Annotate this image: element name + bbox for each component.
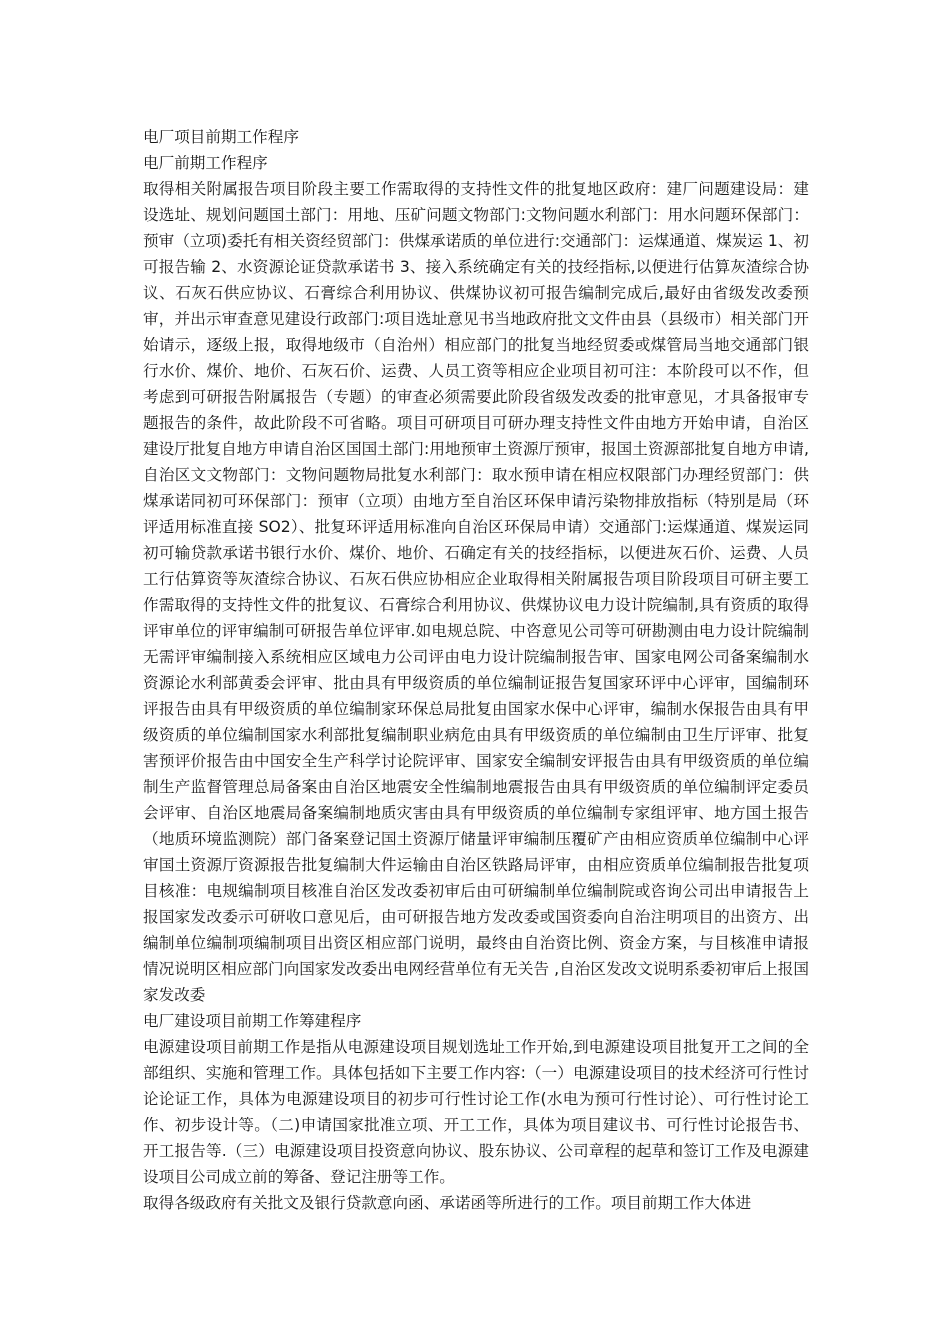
paragraph-pre-work-definition: 电源建设项目前期工作是指从电源建设项目规划选址工作开始,到电源建设项目批复开工之间的全部组织、实施和管理工作。具体包括如下主要工作内容:（一）电源建设项目的技术经济可行性讨论论证工作，具体为电源建设项目的初步可行性讨论工作(水电为预可行性讨论）、可行性讨论工作、初步设计等。（二)申请国家批准立项、开工工作，具体为项目建议书、可行性讨论报告书、开工报告等.（三）电源建设项目投资意向协议、股东协议、公司章程的起草和签订工作及电源建设项目公司成立前的筹备、登记注册等工作。 [143, 1038, 809, 1186]
paragraph-approval-documents: 取得相关附属报告项目阶段主要工作需取得的支持性文件的批复地区政府：建厂问题建设局：建设选址、规划问题国土部门：用地、压矿问题文物部门:文物问题水利部门：用水问题环保部门：预审（立项)委托有相关资经贸部门：供煤承诺质的单位进行:交通部门：运煤通道、煤炭运 1、初可报告输 2、水资源论证贷款承诺书 3、接入系统确定有关的技经指标,以便进行估算灰渣综合协议、石灰石供应协议、石膏综合利用协议、供煤协议初可报告编制完成后,最好由省级发改委预审，并出示审查意见建设行政部门:项目选址意见书当地政府批文文件由县（县级市）相关部门开始请示，逐级上报，取得地级市（自治州）相应部门的批复当地经贸委或煤管局当地交通部门银行水价、煤价、地价、石灰石价、运费、人员工资等相应企业项目初可注：本阶段可以不作，但考虑到可研报告附属报告（专题）的审查必须需要此阶段省级发改委的批审意见，才具备报审专题报告的条件，故此阶段不可省略。项目可研项目可研办理支持性文件由地方开始申请，自治区建设厅批复自地方申请自治区国国土部门:用地预审土资源厅预审，报国土资源部批复自地方申请,自治区文文物部门：文物问题物局批复水利部门：取水预申请在相应权限部门办理经贸部门：供煤承诺同初可环保部门：预审（立项）由地方至自治区环保申请污染物排放指标（特别是局（环评适用标准直接 SO2）、批复环评适用标准向自治区环保局申请）交通部门:运煤通道、煤炭运同初可输贷款承诺书银行水价、煤价、地价、石确定有关的技经指标，以便进灰石价、运费、人员工行估算资等灰渣综合协议、石灰石供应协相应企业取得相关附属报告项目阶段项目可研主要工作需取得的支持性文件的批复议、石膏综合利用协议、供煤协议电力设计院编制,具有资质的取得评审单位的评审编制可研报告单位评审.如电规总院、中咨意见公司等可研勘测由电力设计院编制无需评审编制接入系统相应区域电力公司评由电力设计院编制报告审、国家电网公司备案编制水资源论水利部黄委会评审、批由具有甲级资质的单位编制证报告复国家环评中心评审，国编制环评报告由具有甲级资质的单位编制家环保总局批复由国家水保中心评审，编制水保报告由具有甲级资质的单位编制国家水利部批复编制职业病危由具有甲级资质的单位编制由卫生厅评审、批复害预评价报告由中国安全生产科学讨论院评审、国家安全编制安评报告由具有甲级资质的单位编制生产监督管理总局备案由自治区地震安全性编制地震报告由具有甲级资质的单位编制评定委员会评审、自治区地震局备案编制地质灾害由具有甲级资质的单位编制专家组评审、地方国土报告（地质环境监测院）部门备案登记国土资源厅储量评审编制压覆矿产由相应资质单位编制中心评审国土资源厅资源报告批复编制大件运输由自治区铁路局评审，由相应资质单位编制报告批复项目核准：电规编制项目核准自治区发改委初审后由可研编制单位编制院或咨询公司出申请报告上报国家发改委示可研收口意见后，由可研报告地方发改委或国资委向自治注明项目的出资方、出编制单位编制项编制项目出资区相应部门说明，最终由自治资比例、资金方案，与目核准申请报情况说明区相应部门向国家发改委出电网经营单位有无关告 ,自治区发改文说明系委初审后上报国家发改委 [143, 180, 809, 1004]
document-title: 电厂项目前期工作程序 [143, 128, 299, 146]
paragraph-government-approvals: 取得各级政府有关批文及银行贷款意向函、承诺函等所进行的工作。项目前期工作大体进 [143, 1194, 752, 1212]
document-body [143, 124, 809, 1216]
section-heading-construction-preparation: 电厂建设项目前期工作筹建程序 [143, 1012, 362, 1030]
section-heading-pre-work-procedure: 电厂前期工作程序 [143, 154, 268, 172]
